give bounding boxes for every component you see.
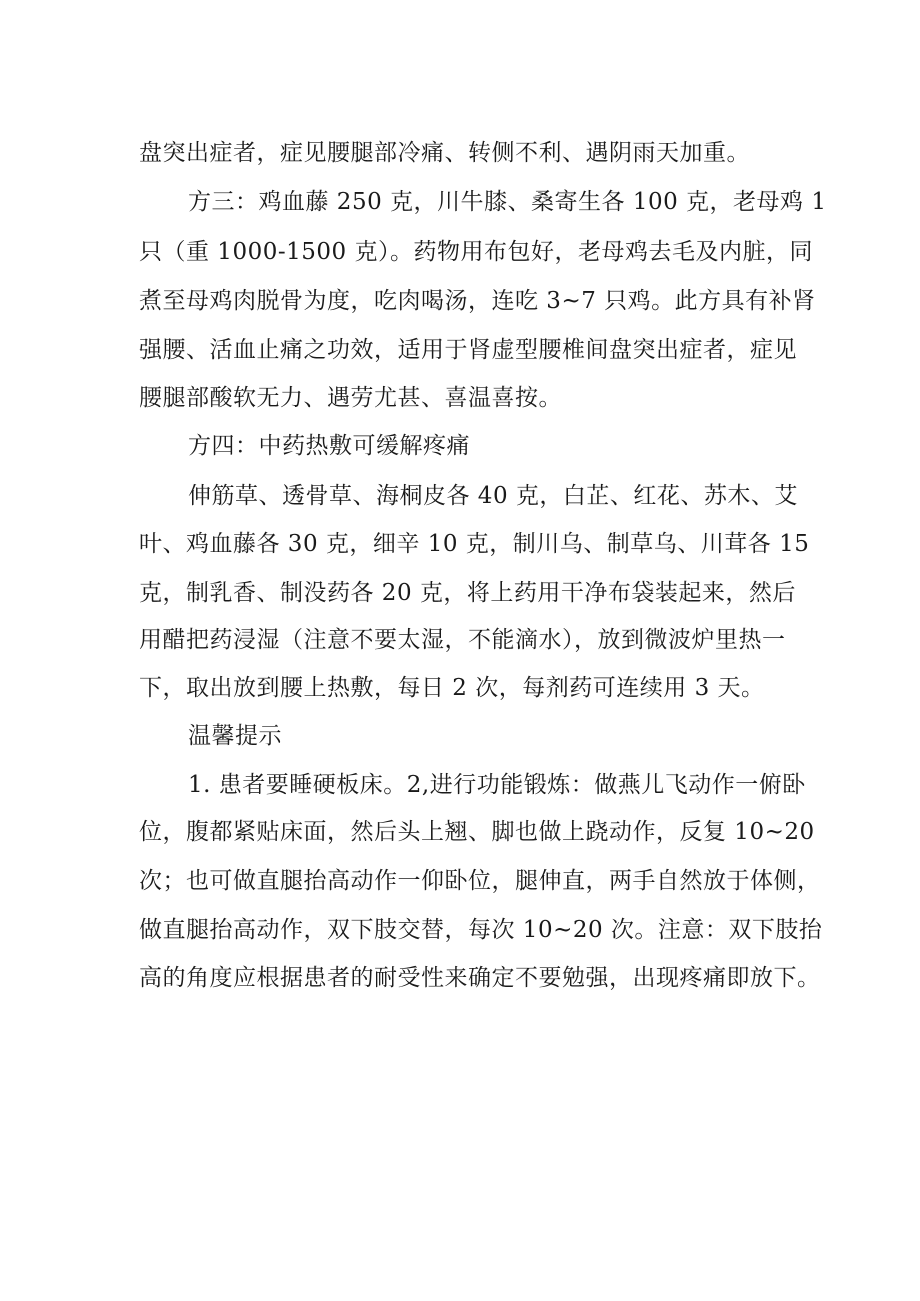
text-line: 腰腿部酸软无力、遇劳尤甚、喜温喜按。: [139, 385, 562, 411]
text-line: 盘突出症者，症见腰腿部冷痛、转侧不利、遇阴雨天加重。: [139, 140, 750, 166]
text-line: 1. 患者要睡硬板床。2,进行功能锻炼：做燕儿飞动作一俯卧: [188, 772, 806, 798]
text-line: 做直腿抬高动作，双下肢交替，每次 10~20 次。注意：双下肢抬: [139, 917, 823, 943]
text-line: 煮至母鸡肉脱骨为度，吃肉喝汤，连吃 3~7 只鸡。此方具有补肾: [139, 288, 816, 314]
text-line: 次；也可做直腿抬高动作一仰卧位，腿伸直，两手自然放于体侧，: [139, 868, 821, 894]
text-line: 方三：鸡血藤 250 克，川牛膝、桑寄生各 100 克，老母鸡 1: [188, 189, 827, 215]
text-line: 叶、鸡血藤各 30 克，细辛 10 克，制川乌、制草乌、川茸各 15: [139, 531, 810, 557]
text-line: 用醋把药浸湿（注意不要太湿，不能滴水），放到微波炉里热一: [139, 627, 786, 653]
text-line: 下，取出放到腰上热敷，每日 2 次，每剂药可连续用 3 天。: [139, 675, 765, 701]
text-line: 方四：中药热敷可缓解疼痛: [188, 433, 470, 459]
text-line: 伸筋草、透骨草、海桐皮各 40 克，白芷、红花、苏木、艾: [188, 483, 798, 509]
text-line: 强腰、活血止痛之功效，适用于肾虚型腰椎间盘突出症者，症见: [139, 337, 797, 363]
text-line: 高的角度应根据患者的耐受性来确定不要勉强，出现疼痛即放下。: [139, 965, 821, 991]
text-line: 位，腹都紧贴床面，然后头上翘、脚也做上跷动作，反复 10~20: [139, 819, 815, 845]
section-heading: 温馨提示: [188, 723, 282, 749]
text-line: 克，制乳香、制没药各 20 克，将上药用干净布袋装起来，然后: [139, 580, 796, 606]
text-line: 只（重 1000-1500 克）。药物用布包好，老母鸡去毛及内脏，同: [139, 239, 813, 265]
